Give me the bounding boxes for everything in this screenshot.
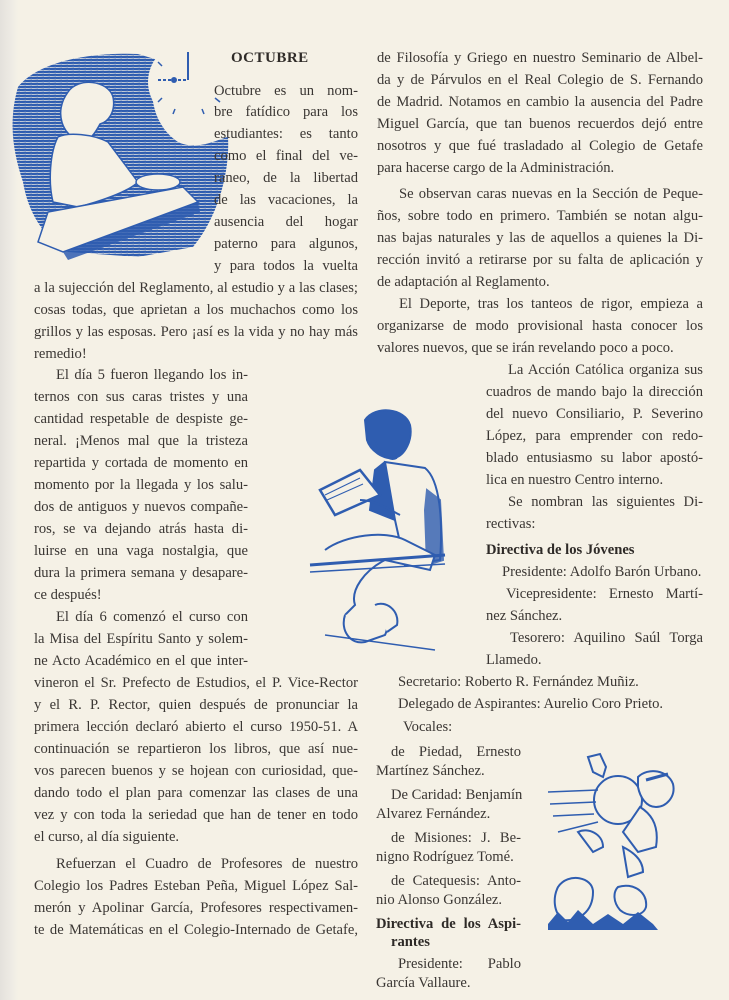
text-line: dura la primera semana y desapare- [34,565,248,581]
text-line: para hacerse cargo de la Administración. [377,160,615,176]
text-line: repartida y cortada de momento en [34,455,248,471]
text-line: ternos con sus caras tristes y una [34,389,248,405]
directiva-jovenes-heading: Directiva de los Jóvenes [486,542,635,558]
vicepresidente-line: nez Sánchez. [486,608,563,624]
secretario-line: Secretario: Roberto R. Fernández Muñiz. [398,674,639,690]
section-title: OCTUBRE [231,50,309,66]
illustration-boy-writing [8,42,233,260]
text-line: remedio! [34,346,87,362]
text-line: a la sujección del Reglamento, al estudio y a las clases; [34,280,358,296]
text-line: y para todos la vuelta [214,258,358,274]
text-line: Se nombran las siguientes Di- [508,494,703,510]
vocal-piedad: Martínez Sánchez. [376,763,485,779]
text-line: grillos y las esposas. Pero ¡así es la vida y no hay más [34,324,358,340]
text-line: bre fatídico para los [214,104,358,120]
vocales-label: Vocales: [403,719,453,735]
text-line: primera lección declaró abierto el curso 1950-51. A [34,719,358,735]
text-line: ne Acto Académico en el que inter- [34,653,248,669]
text-line: rectivas: [486,516,536,532]
illustration-boy-reading [305,400,455,660]
text-line: ros, se va dejando atrás hasta di- [34,521,248,537]
text-line: el curso, al día siguiente. [34,829,180,845]
text-line: te de Matemáticas en el Colegio-Internado de Getafe, [34,922,358,938]
text-line: valores nuevos, que se irán revelando poco a poco. [377,340,674,356]
text-line: estudiantes: es tanto [214,126,358,142]
text-line: cantidad respetable de despiste ge- [34,411,248,427]
text-line: raneo, de la libertad [214,170,358,186]
text-line: Miguel García, que tan buenos recuerdos dejó entre [377,116,703,132]
text-line: del nuevo Consiliario, P. Severino [486,406,703,422]
text-line: de las vacaciones, la [214,192,358,208]
text-line: rección invitó a retirarse por su falta de aplicación y [377,252,703,268]
text-line: de adaptación al Reglamento. [377,274,550,290]
directiva-aspirantes-heading: Directiva de los Aspi- [376,916,521,932]
vocal-misiones: nigno Rodríguez Tomé. [376,849,514,865]
text-line: El Deporte, tras los tanteos de rigor, empieza a [399,296,703,312]
text-line: de Madrid. Notamos en cambio la ausencia del Padre [377,94,703,110]
text-line: ce después! [34,587,102,603]
text-line: cosas todas, que aprietan a los muchachos como los [34,302,358,318]
text-line: la Misa del Espíritu Santo y solem- [34,631,248,647]
text-line: El día 5 fueron llegando los in- [56,367,248,383]
vocal-catequesis: nio Alonso González. [376,892,503,908]
text-line: Se observan caras nuevas en la Sección de Peque- [399,186,703,202]
text-line: continuación se repartieron los libros, que así nue- [34,741,358,757]
text-line: lica en nuestro Centro interno. [486,472,664,488]
presidente-line: Presidente: Adolfo Barón Urbano. [502,564,702,580]
vocal-catequesis: de Catequesis: Anto- [391,873,521,889]
text-line: ños, sobre todo en primero. También se notan algu- [377,208,703,224]
illustration-boy-ball [548,752,678,932]
text-line: Octubre es un nom- [214,83,358,99]
text-line: nas bajas naturales y las de aquellos a quienes la Di- [377,230,703,246]
text-line: blado entusiasmo su labor apostó- [486,450,703,466]
aspirantes-presidente: Presidente: Pablo [398,956,521,972]
text-line: vos parecen buenos y se hojean con curiosidad, que- [34,763,358,779]
directiva-aspirantes-heading: rantes [391,934,430,950]
vocal-piedad: de Piedad, Ernesto [391,744,521,760]
text-line: merón y Apolinar García, Profesores respectivamen- [34,900,358,916]
text-line: López, para emprender con redo- [486,428,703,444]
text-line: y el R. P. Rector, quien después de pronunciar la [34,697,358,713]
text-line: como el final del ve- [214,148,358,164]
tesorero-line: Llamedo. [486,652,542,668]
text-line: paterno para algunos, [214,236,358,252]
text-line: dando todo el plan para comenzar las clases de una [34,785,358,801]
text-line: momento por la llegada y los salu- [34,477,248,493]
vicepresidente-line: Vicepresidente: Ernesto Martí- [506,586,703,602]
text-line: Refuerzan el Cuadro de Profesores de nuestro [56,856,358,872]
text-line: ausencia del hogar [214,214,358,230]
text-line: luirse en una vaga nostalgia, que [34,543,248,559]
vocal-caridad: Alvarez Fernández. [376,806,491,822]
delegado-line: Delegado de Aspirantes: Aurelio Coro Prieto. [398,696,664,712]
text-line: de Filosofía y Griego en nuestro Seminario de Albel- [377,50,703,66]
text-line: La Acción Católica organiza sus [508,362,703,378]
text-line: dos de antiguos y nuevos compañe- [34,499,248,515]
text-line: cuadros de mando bajo la dirección [486,384,703,400]
text-line: vez y con toda la seriedad que han de tener en todo [34,807,358,823]
vocal-caridad: De Caridad: Benjamín [391,787,523,803]
text-line: El día 6 comenzó el curso con [56,609,248,625]
text-line: da y de Párvulos en el Real Colegio de S. Fernando [377,72,703,88]
text-line: neral. ¡Menos mal que la tristeza [34,433,248,449]
tesorero-line: Tesorero: Aquilino Saúl Torga [510,630,703,646]
text-line: organizarse de modo provisional hasta conocer los [377,318,703,334]
text-line: vineron el Sr. Prefecto de Estudios, el P. Vice-Rector [34,675,358,691]
text-line: nosotros y que fué trasladado al Colegio de Getafe [377,138,703,154]
aspirantes-presidente: García Vallaure. [376,975,471,991]
text-line: Colegio los Padres Esteban Peña, Miguel López Sal- [34,878,358,894]
vocal-misiones: de Misiones: J. Be- [391,830,521,846]
